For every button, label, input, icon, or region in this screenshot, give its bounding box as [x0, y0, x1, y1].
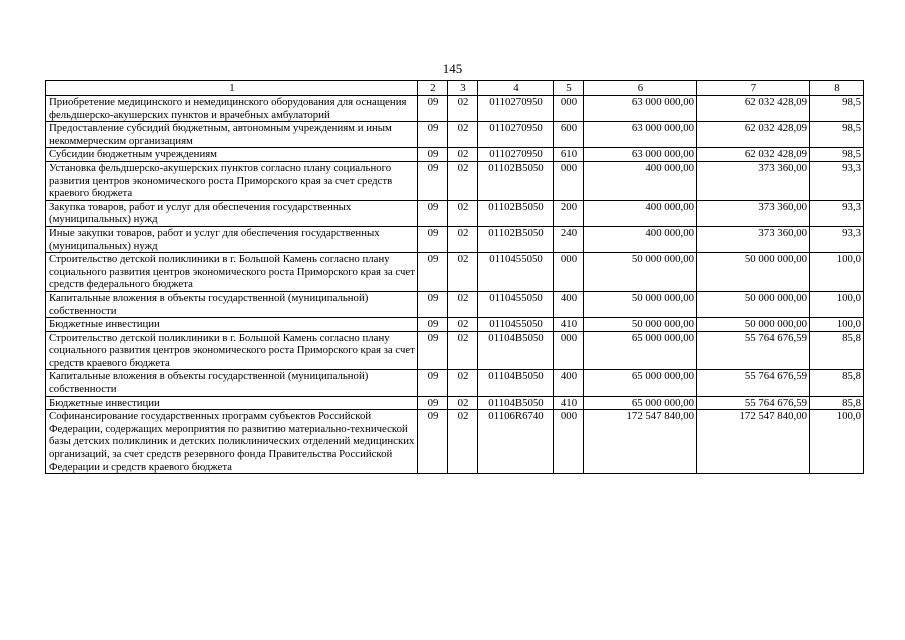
expense-type-cell: 610 [554, 148, 584, 162]
table-body [46, 96, 864, 474]
expense-type-cell: 000 [554, 161, 584, 200]
header-cell: 8 [810, 81, 864, 96]
item-name-cell: Иные закупки товаров, работ и услуг для обеспечения государственных (муниципальных) нужд [46, 226, 418, 252]
expense-type-cell: 410 [554, 396, 584, 410]
expense-type-cell: 600 [554, 122, 584, 148]
executed-amount-cell: 55 764 676,59 [697, 396, 810, 410]
item-name-cell: Софинансирование государственных программ субъектов Российской Федерации, содержащих мероприятия по развитию материально-технической базы детских поликлиник и детских поликлинических отделений медицинских организаций, за счет средств резервного фонда Правительства Российской Федерации и средств краевого бюджета [46, 410, 418, 474]
subsection-code-cell: 02 [448, 122, 478, 148]
subsection-code-cell: 02 [448, 200, 478, 226]
target-article-cell: 0110270950 [478, 96, 554, 122]
planned-amount-cell: 65 000 000,00 [584, 331, 697, 370]
section-code-cell: 09 [418, 200, 448, 226]
table-row [46, 291, 864, 317]
planned-amount-cell: 172 547 840,00 [584, 410, 697, 474]
header-cell: 7 [697, 81, 810, 96]
planned-amount-cell: 63 000 000,00 [584, 148, 697, 162]
item-name-cell: Предоставление субсидий бюджетным, автономным учреждениям и иным некоммерческим организациям [46, 122, 418, 148]
executed-amount-cell: 50 000 000,00 [697, 291, 810, 317]
expense-type-cell: 240 [554, 226, 584, 252]
subsection-code-cell: 02 [448, 291, 478, 317]
table-row [46, 318, 864, 332]
section-code-cell: 09 [418, 161, 448, 200]
section-code-cell: 09 [418, 410, 448, 474]
item-name-cell: Бюджетные инвестиции [46, 318, 418, 332]
table-row [46, 226, 864, 252]
table-row [46, 96, 864, 122]
execution-percent-cell: 93,3 [810, 226, 864, 252]
table-row [46, 148, 864, 162]
table-row [46, 122, 864, 148]
section-code-cell: 09 [418, 318, 448, 332]
subsection-code-cell: 02 [448, 331, 478, 370]
executed-amount-cell: 50 000 000,00 [697, 318, 810, 332]
section-code-cell: 09 [418, 253, 448, 292]
target-article-cell: 0110270950 [478, 148, 554, 162]
section-code-cell: 09 [418, 148, 448, 162]
page-number: 145 [442, 61, 463, 76]
item-name-cell: Капитальные вложения в объекты государственной (муниципальной) собственности [46, 291, 418, 317]
target-article-cell: 01104B5050 [478, 370, 554, 396]
expense-type-cell: 000 [554, 410, 584, 474]
expense-type-cell: 000 [554, 96, 584, 122]
subsection-code-cell: 02 [448, 161, 478, 200]
executed-amount-cell: 373 360,00 [697, 200, 810, 226]
planned-amount-cell: 50 000 000,00 [584, 291, 697, 317]
executed-amount-cell: 50 000 000,00 [697, 253, 810, 292]
executed-amount-cell: 62 032 428,09 [697, 148, 810, 162]
item-name-cell: Приобретение медицинского и немедицинского оборудования для оснащения фельдшерско-акушерских пунктов и врачебных амбулаторий [46, 96, 418, 122]
executed-amount-cell: 55 764 676,59 [697, 370, 810, 396]
execution-percent-cell: 93,3 [810, 200, 864, 226]
table-row [46, 161, 864, 200]
planned-amount-cell: 400 000,00 [584, 200, 697, 226]
subsection-code-cell: 02 [448, 396, 478, 410]
header-cell: 5 [554, 81, 584, 96]
subsection-code-cell: 02 [448, 410, 478, 474]
execution-percent-cell: 100,0 [810, 291, 864, 317]
execution-percent-cell: 100,0 [810, 318, 864, 332]
table-row [46, 331, 864, 370]
planned-amount-cell: 50 000 000,00 [584, 253, 697, 292]
expense-type-cell: 200 [554, 200, 584, 226]
item-name-cell: Строительство детской поликлиники в г. Большой Камень согласно плану социального развития центров экономического роста Приморского края за счет средств краевого бюджета [46, 331, 418, 370]
execution-percent-cell: 85,8 [810, 396, 864, 410]
target-article-cell: 01102B5050 [478, 200, 554, 226]
execution-percent-cell: 85,8 [810, 370, 864, 396]
budget-table [45, 80, 864, 474]
section-code-cell: 09 [418, 370, 448, 396]
item-name-cell: Строительство детской поликлиники в г. Большой Камень согласно плану социального развития центров экономического роста Приморского края за счет средств федерального бюджета [46, 253, 418, 292]
target-article-cell: 0110455050 [478, 253, 554, 292]
executed-amount-cell: 373 360,00 [697, 226, 810, 252]
execution-percent-cell: 100,0 [810, 253, 864, 292]
target-article-cell: 01106R6740 [478, 410, 554, 474]
table-row [46, 253, 864, 292]
item-name-cell: Бюджетные инвестиции [46, 396, 418, 410]
execution-percent-cell: 98,5 [810, 96, 864, 122]
expense-type-cell: 000 [554, 331, 584, 370]
section-code-cell: 09 [418, 96, 448, 122]
planned-amount-cell: 63 000 000,00 [584, 122, 697, 148]
target-article-cell: 0110455050 [478, 291, 554, 317]
section-code-cell: 09 [418, 331, 448, 370]
execution-percent-cell: 93,3 [810, 161, 864, 200]
target-article-cell: 01104B5050 [478, 331, 554, 370]
execution-percent-cell: 100,0 [810, 410, 864, 474]
expense-type-cell: 410 [554, 318, 584, 332]
header-cell: 1 [46, 81, 418, 96]
header-row [46, 81, 864, 96]
target-article-cell: 0110455050 [478, 318, 554, 332]
executed-amount-cell: 55 764 676,59 [697, 331, 810, 370]
target-article-cell: 01104B5050 [478, 396, 554, 410]
planned-amount-cell: 63 000 000,00 [584, 96, 697, 122]
execution-percent-cell: 85,8 [810, 331, 864, 370]
table-row [46, 370, 864, 396]
table-row [46, 410, 864, 474]
planned-amount-cell: 50 000 000,00 [584, 318, 697, 332]
planned-amount-cell: 400 000,00 [584, 226, 697, 252]
target-article-cell: 0110270950 [478, 122, 554, 148]
executed-amount-cell: 62 032 428,09 [697, 122, 810, 148]
planned-amount-cell: 65 000 000,00 [584, 370, 697, 396]
execution-percent-cell: 98,5 [810, 148, 864, 162]
execution-percent-cell: 98,5 [810, 122, 864, 148]
item-name-cell: Закупка товаров, работ и услуг для обеспечения государственных (муниципальных) нужд [46, 200, 418, 226]
subsection-code-cell: 02 [448, 318, 478, 332]
expense-type-cell: 400 [554, 291, 584, 317]
section-code-cell: 09 [418, 396, 448, 410]
executed-amount-cell: 373 360,00 [697, 161, 810, 200]
section-code-cell: 09 [418, 122, 448, 148]
section-code-cell: 09 [418, 291, 448, 317]
subsection-code-cell: 02 [448, 370, 478, 396]
planned-amount-cell: 400 000,00 [584, 161, 697, 200]
header-cell: 2 [418, 81, 448, 96]
section-code-cell: 09 [418, 226, 448, 252]
item-name-cell: Субсидии бюджетным учреждениям [46, 148, 418, 162]
subsection-code-cell: 02 [448, 253, 478, 292]
executed-amount-cell: 62 032 428,09 [697, 96, 810, 122]
header-cell: 6 [584, 81, 697, 96]
item-name-cell: Капитальные вложения в объекты государственной (муниципальной) собственности [46, 370, 418, 396]
subsection-code-cell: 02 [448, 96, 478, 122]
header-cell: 3 [448, 81, 478, 96]
expense-type-cell: 000 [554, 253, 584, 292]
subsection-code-cell: 02 [448, 226, 478, 252]
subsection-code-cell: 02 [448, 148, 478, 162]
header-cell: 4 [478, 81, 554, 96]
item-name-cell: Установка фельдшерско-акушерских пунктов согласно плану социального развития центров экономического роста Приморского края за счет средств краевого бюджета [46, 161, 418, 200]
planned-amount-cell: 65 000 000,00 [584, 396, 697, 410]
table-row [46, 396, 864, 410]
target-article-cell: 01102B5050 [478, 226, 554, 252]
target-article-cell: 01102B5050 [478, 161, 554, 200]
executed-amount-cell: 172 547 840,00 [697, 410, 810, 474]
table-row [46, 200, 864, 226]
expense-type-cell: 400 [554, 370, 584, 396]
